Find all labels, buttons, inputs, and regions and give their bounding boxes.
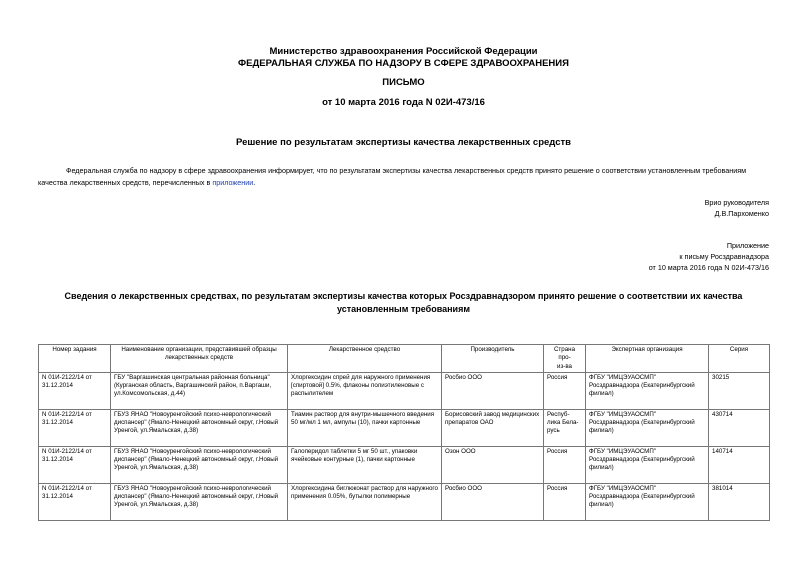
table-row xyxy=(39,446,770,483)
service-name: ФЕДЕРАЛЬНАЯ СЛУЖБА ПО НАДЗОРУ В СФЕРЕ ЗДРАВООХРАНЕНИЯ xyxy=(238,58,569,69)
cell-manufacturer: Озон ООО xyxy=(442,446,544,483)
cell-medicine: Галоперидол таблетки 5 мг 50 шт., упаковки ячейковые контурные (1), пачки картонные xyxy=(288,446,442,483)
cell-country: Россия xyxy=(544,483,586,520)
col-header-country: Страна про- из-ва xyxy=(544,345,586,373)
col-header-organization: Наименование организации, представившей образцы лекарственных средств xyxy=(111,345,288,373)
cell-country: Россия xyxy=(544,446,586,483)
table-row xyxy=(39,483,770,520)
cell-organization: ГБУЗ ЯНАО "Новоуренгойский психо-неврологический диспансер" (Ямало-Ненецкий автономный округ, г.Новый Уренгой, ул.Ямальская, д.38) xyxy=(111,446,288,483)
cell-series: 381014 xyxy=(709,483,770,520)
cell-medicine: Хлоргексидина биглюконат раствор для наружного применения 0.05%, бутылки полимерные xyxy=(288,483,442,520)
cell-task-number: N 01И-2122/14 от 31.12.2014 xyxy=(39,409,111,446)
cell-series: 140714 xyxy=(709,446,770,483)
cell-country: Россия xyxy=(544,372,586,409)
cell-country: Респуб-лика Бела-русь xyxy=(544,409,586,446)
cell-series: 430714 xyxy=(709,409,770,446)
table-row xyxy=(39,372,770,409)
document-title: Решение по результатам экспертизы качества лекарственных средств xyxy=(236,137,571,148)
signature-block xyxy=(705,197,769,219)
appendix-link[interactable]: приложении xyxy=(212,178,254,187)
appendix-line-3: от 10 марта 2016 года N 02И-473/16 xyxy=(648,263,769,272)
cell-organization: ГБУЗ ЯНАО "Новоуренгойский психо-неврологический диспансер" (Ямало-Ненецкий автономный округ, г.Новый Уренгой, ул.Ямальская, д.38) xyxy=(111,409,288,446)
intro-paragraph xyxy=(38,165,769,189)
cell-medicine: Хлоргексидин спрей для наружного применения [спиртовой] 0.5%, флаконы полиэтиленовые с распылителем xyxy=(288,372,442,409)
table-row xyxy=(39,409,770,446)
col-header-task-number: Номер задания xyxy=(39,345,111,373)
col-header-manufacturer: Производитель xyxy=(442,345,544,373)
cell-medicine: Тиамин раствор для внутри-мышечного введения 50 мг/мл 1 мл, ампулы (10), пачки картонные xyxy=(288,409,442,446)
col-header-expert-org: Экспертная организация xyxy=(586,345,709,373)
cell-manufacturer: Росбио ООО xyxy=(442,483,544,520)
intro-text: Федеральная служба по надзору в сфере здравоохранения информирует, что по результатам экспертизы качества лекарственных средств принято решение о соответствии установленным требованиям качества лекарственных средств, перечисленных в xyxy=(38,166,747,187)
cell-manufacturer: Борисовский завод медицинских препаратов ОАО xyxy=(442,409,544,446)
document-date: от 10 марта 2016 года N 02И-473/16 xyxy=(322,97,485,108)
cell-expert-org: ФГБУ "ИМЦЭУАОСМП" Росздравнадзора (Екатеринбургский филиал) xyxy=(586,409,709,446)
cell-organization: ГБУЗ ЯНАО "Новоуренгойский психо-неврологический диспансер" (Ямало-Ненецкий автономный округ, г.Новый Уренгой, ул.Ямальская, д.38) xyxy=(111,483,288,520)
cell-task-number: N 01И-2122/14 от 31.12.2014 xyxy=(39,446,111,483)
cell-task-number: N 01И-2122/14 от 31.12.2014 xyxy=(39,483,111,520)
signature-position: Врио руководителя xyxy=(704,198,769,207)
intro-end: . xyxy=(253,178,256,187)
cell-expert-org: ФГБУ "ИМЦЭУАОСМП" Росздравнадзора (Екатеринбургский филиал) xyxy=(586,372,709,409)
cell-series: 30215 xyxy=(709,372,770,409)
cell-expert-org: ФГБУ "ИМЦЭУАОСМП" Росздравнадзора (Екатеринбургский филиал) xyxy=(586,446,709,483)
cell-task-number: N 01И-2122/14 от 31.12.2014 xyxy=(39,372,111,409)
col-header-series: Серия xyxy=(709,345,770,373)
cell-manufacturer: Росбио ООО xyxy=(442,372,544,409)
col-header-medicine: Лекарственное средство xyxy=(288,345,442,373)
cell-organization: ГБУ "Варгашинская центральная районная больница" (Курганская область, Варгашинский район, п.Варгаши, ул.Комсомольская, д.44) xyxy=(111,372,288,409)
document-type: ПИСЬМО xyxy=(382,77,425,88)
ministry-name: Министерство здравоохранения Российской Федерации xyxy=(269,46,538,57)
medicines-table xyxy=(38,344,770,521)
appendix-line-2: к письму Росздравнадзора xyxy=(679,252,769,261)
table-header-row xyxy=(39,345,770,373)
table-subtitle: Сведения о лекарственных средствах, по результатам экспертизы качества которых Росздравнадзором принято решение о соответствии их качества установленным требованиям xyxy=(64,291,743,314)
appendix-line-1: Приложение xyxy=(726,241,769,250)
cell-expert-org: ФГБУ "ИМЦЭУАОСМП" Росздравнадзора (Екатеринбургский филиал) xyxy=(586,483,709,520)
appendix-reference xyxy=(649,240,769,273)
signature-name: Д.В.Пархоменко xyxy=(714,209,769,218)
